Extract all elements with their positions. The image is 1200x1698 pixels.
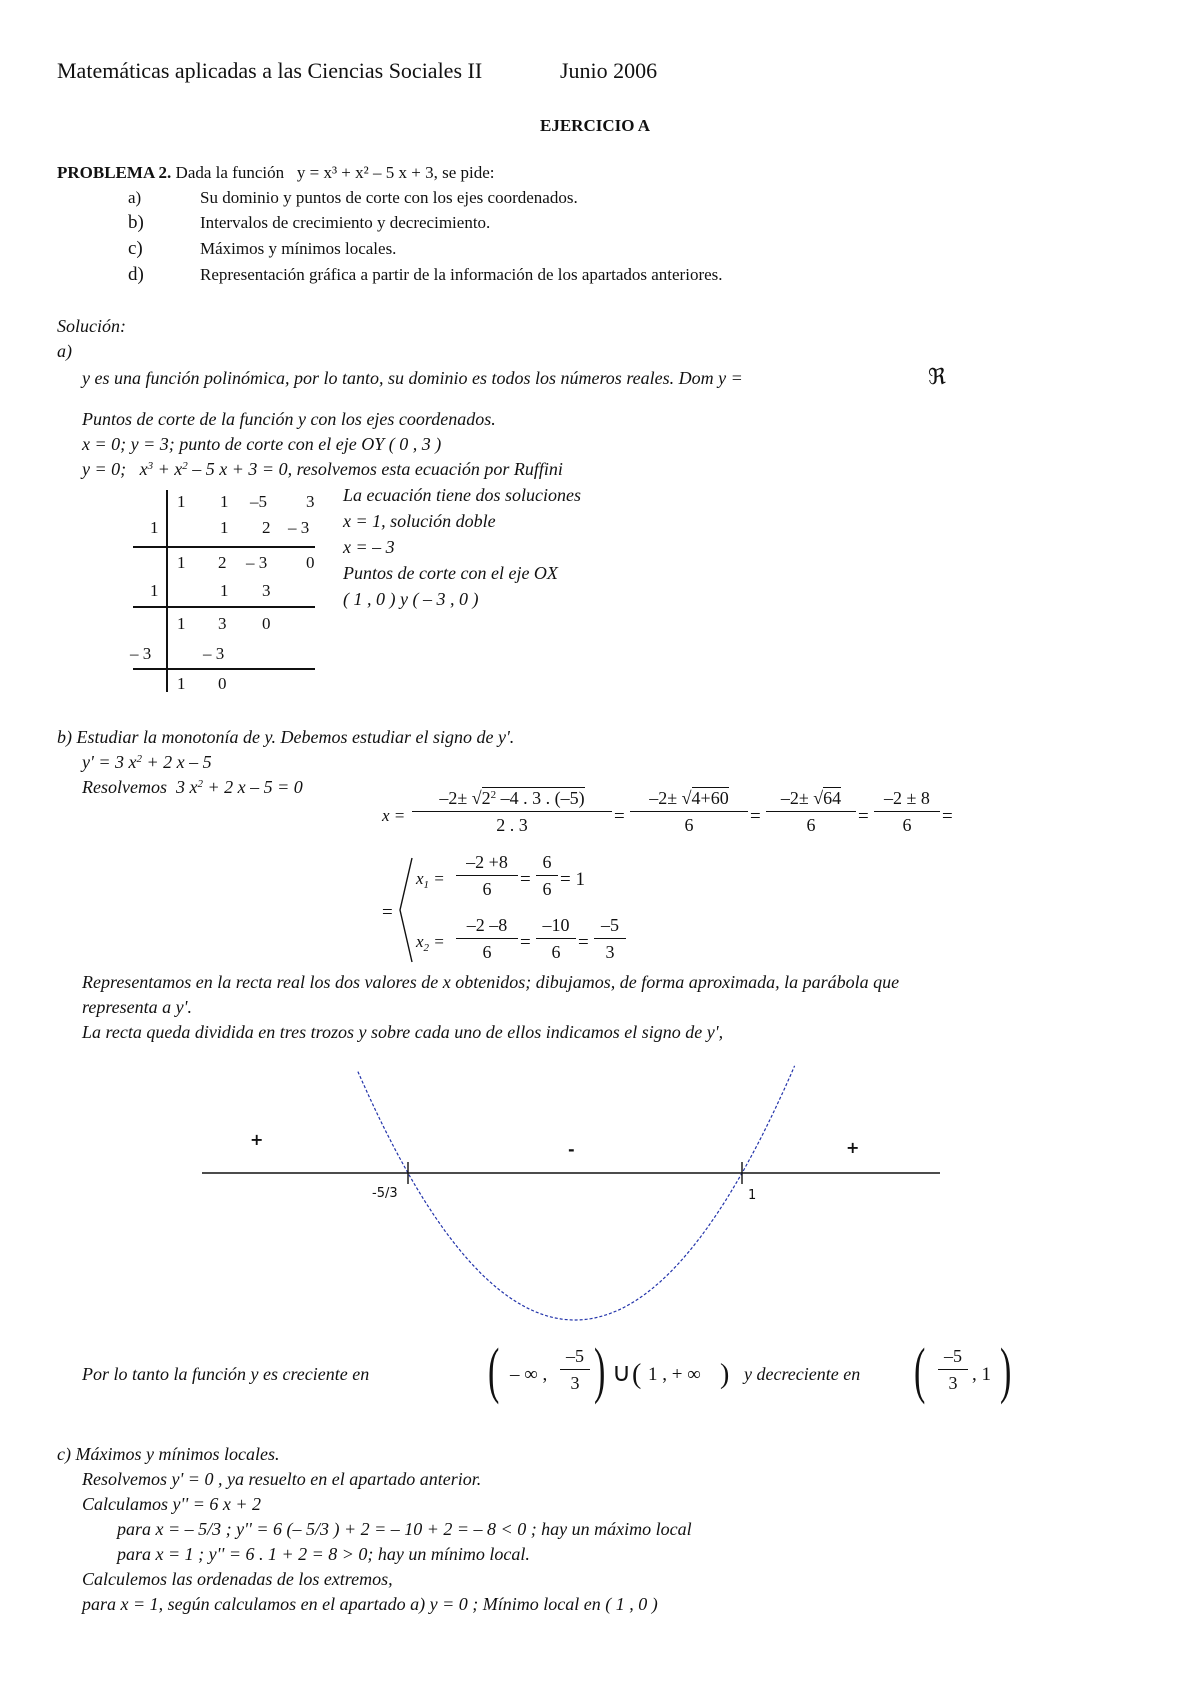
- fraction-1-numerator: $-2\pm √2^2$ –4 . 3 . (–5): [412, 788, 612, 812]
- ruffini-cell: – 3: [203, 644, 225, 663]
- x1-label: $x_1$ =: [416, 869, 445, 891]
- equals-sign: =: [858, 806, 869, 827]
- problem-function: y = x³ + x² – 5 x + 3, se pide:: [296, 163, 495, 182]
- sign-marker: +: [846, 1138, 860, 1157]
- document-header-date: Junio 2006: [560, 58, 658, 83]
- left-paren: (: [632, 1359, 642, 1390]
- document-header-course: Matemáticas aplicadas a las Ciencias Sociales II: [57, 58, 483, 83]
- reals-symbol: ℜ: [928, 365, 946, 390]
- sign-marker: -: [568, 1140, 575, 1159]
- exercise-title: EJERCICIO A: [540, 116, 651, 135]
- ruffini-cell: 1: [150, 518, 159, 537]
- fraction-2-denominator: 6: [684, 815, 694, 835]
- ruffini-cell: – 3: [130, 644, 152, 663]
- ruffini-cell: 1: [150, 581, 159, 600]
- part-c-title: c) Máximos y mínimos locales.: [57, 1444, 280, 1464]
- fraction-3-denominator: 6: [806, 815, 816, 835]
- conclusion-text: Por lo tanto la función y es creciente en: [82, 1364, 370, 1384]
- ruffini-note: x = – 3: [343, 537, 395, 557]
- x2-fraction-c: $\frac{-5}{3}$: [594, 915, 626, 963]
- ruffini-cell: 1: [220, 518, 229, 537]
- ruffini-cell: 0: [262, 614, 271, 633]
- ruffini-cell: 3: [262, 581, 271, 600]
- equals-sign: =: [578, 932, 589, 953]
- interval-fraction: $\frac{-5}{3}$: [560, 1346, 590, 1394]
- fraction-3-numerator: –2± √64: [766, 788, 856, 812]
- representation-text: Representamos en la recta real los dos valores de x obtenidos; dibujamos, de forma aproximada, la parábola que: [82, 972, 900, 992]
- item-text: Máximos y mínimos locales.: [200, 239, 397, 258]
- derivative-equation: Resolvemos 3 $x^2 + 2$ x – 5 = 0: [82, 777, 303, 797]
- representation-text: La recta queda dividida en tres trozos y sobre cada uno de ellos indicamos el signo de y',: [82, 1022, 724, 1042]
- item-letter: a): [128, 188, 142, 207]
- ruffini-cell: 1: [220, 581, 229, 600]
- equals-sign: =: [942, 806, 953, 827]
- left-paren: (: [488, 1337, 500, 1405]
- right-paren: ): [594, 1337, 606, 1405]
- part-b-title: b) Estudiar la monotonía de y. Debemos estudiar el signo de y'.: [57, 727, 515, 747]
- x-intercept-equation: y = 0; $x^3 + x^2 - 5$ x + 3 = 0, resolvemos esta ecuación por Ruffini: [82, 459, 563, 479]
- representation-text: representa a y'.: [82, 997, 192, 1017]
- equals-sign: =: [750, 806, 761, 827]
- root-label: 1: [748, 1188, 757, 1203]
- fraction-4-denominator: 6: [902, 815, 912, 835]
- x-equals: x =: [382, 806, 406, 825]
- equals-sign: =: [520, 932, 531, 953]
- ruffini-cell: 0: [218, 674, 227, 693]
- x1-result: = 1: [560, 869, 585, 890]
- part-c-line: para x = – 5/3 ; y'' = 6 (– 5/3 ) + 2 = – 10 + 2 = – 8 < 0 ; hay un máximo local: [117, 1519, 692, 1539]
- root-label: -5/3: [372, 1186, 398, 1201]
- equals-sign: =: [614, 806, 625, 827]
- interval-end: , 1: [972, 1364, 991, 1385]
- ruffini-cell: 1: [177, 674, 186, 693]
- equals-sign: =: [520, 869, 531, 890]
- item-letter: c): [128, 238, 143, 259]
- problem-label: PROBLEMA 2.: [57, 163, 172, 182]
- ruffini-cell: 1: [177, 614, 186, 633]
- interval-increasing-2: 1 , + ∞: [648, 1364, 701, 1385]
- part-a-label: a): [57, 341, 72, 361]
- part-c-line: Resolvemos y' = 0 , ya resuelto en el apartado anterior.: [82, 1469, 482, 1489]
- ruffini-note: x = 1, solución doble: [343, 511, 496, 531]
- interval-start: – ∞ ,: [510, 1364, 548, 1385]
- x1-fraction-b: $\frac{6}{6}$: [536, 852, 558, 900]
- part-c-line: Calculemos las ordenadas de los extremos,: [82, 1569, 393, 1589]
- right-paren: ): [1000, 1337, 1012, 1405]
- ruffini-cell: 1: [220, 492, 229, 511]
- interval-fraction: $\frac{-5}{3}$: [938, 1346, 968, 1394]
- item-letter: d): [128, 264, 144, 285]
- ruffini-cell: – 3: [288, 518, 310, 537]
- right-paren: ): [720, 1359, 730, 1390]
- ruffini-cell: 1: [177, 492, 186, 511]
- fraction-2-numerator: –2± √4+60: [630, 788, 748, 812]
- x2-label: $x_2$ =: [416, 932, 445, 954]
- derivative: y' = 3 $x^2 + 2$ x – 5: [82, 752, 212, 772]
- ruffini-cell: 2: [262, 518, 271, 537]
- item-text: Su dominio y puntos de corte con los ejes coordenados.: [200, 188, 578, 207]
- ruffini-cell: –5: [250, 492, 267, 511]
- solution-label: Solución:: [57, 316, 126, 336]
- domain-text: y es una función polinómica, por lo tanto, su dominio es todos los números reales. Dom y =: [82, 368, 743, 388]
- parabola-curve: [358, 1066, 795, 1320]
- left-paren: (: [914, 1337, 926, 1405]
- ruffini-cell: 2: [218, 553, 227, 572]
- ruffini-note: ( 1 , 0 ) y ( – 3 , 0 ): [343, 589, 479, 609]
- ruffini-cell: – 3: [246, 553, 268, 572]
- intercepts-title: Puntos de corte de la función y con los ejes coordenados.: [82, 409, 496, 429]
- ruffini-cell: 3: [218, 614, 227, 633]
- y-intercept: x = 0; y = 3; punto de corte con el eje OY ( 0 , 3 ): [82, 434, 442, 454]
- problem-intro: Dada la función: [175, 163, 285, 182]
- ruffini-note: Puntos de corte con el eje OX: [343, 563, 558, 583]
- ruffini-cell: 0: [306, 553, 315, 572]
- fraction-4-numerator: –2 ± 8: [874, 788, 940, 812]
- ruffini-cell: 1: [177, 553, 186, 572]
- sign-marker: +: [250, 1130, 264, 1149]
- x2-fraction-b: $\frac{-10}{6}$: [536, 915, 576, 963]
- item-text: Representación gráfica a partir de la información de los apartados anteriores.: [200, 265, 723, 284]
- equals-sign: =: [382, 902, 393, 923]
- item-text: Intervalos de crecimiento y decrecimiento.: [200, 213, 491, 232]
- ruffini-cell: 3: [306, 492, 315, 511]
- part-c-line: Calculamos y'' = 6 x + 2: [82, 1494, 261, 1514]
- x2-fraction-a: $\frac{-2 -8}{6}$: [456, 915, 518, 963]
- item-letter: b): [128, 212, 144, 233]
- ruffini-note: La ecuación tiene dos soluciones: [343, 485, 581, 505]
- x1-fraction-a: $\frac{-2 +8}{6}$: [456, 852, 518, 900]
- conclusion-decreasing: y decreciente en: [744, 1364, 861, 1384]
- fraction-1-denominator: 2 . 3: [496, 815, 528, 835]
- part-c-line: para x = 1, según calculamos en el apartado a) y = 0 ; Mínimo local en ( 1 , 0 ): [82, 1594, 658, 1614]
- part-c-line: para x = 1 ; y'' = 6 . 1 + 2 = 8 > 0; hay un mínimo local.: [117, 1544, 530, 1564]
- union-symbol: ∪: [612, 1358, 632, 1388]
